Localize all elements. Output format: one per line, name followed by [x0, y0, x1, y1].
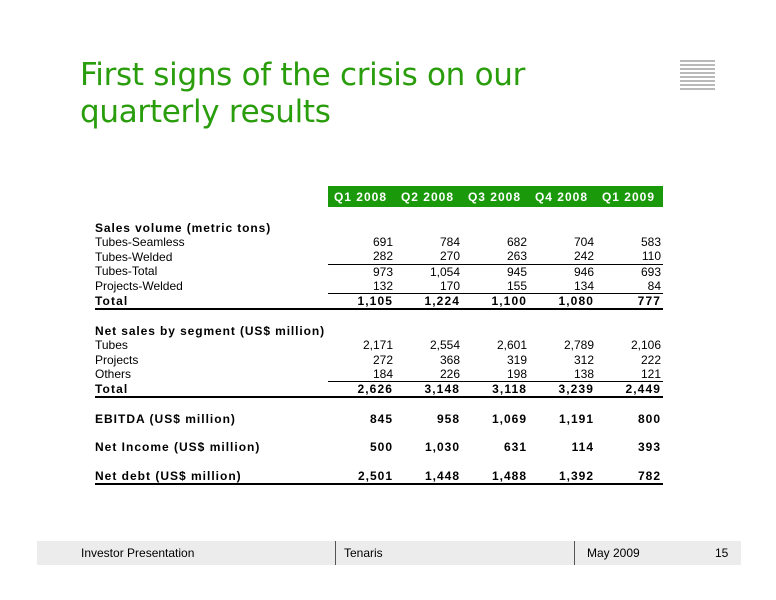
footer-bar: [37, 541, 741, 565]
total-row: [95, 381, 663, 397]
table-row: [95, 235, 663, 249]
cell: 2,106: [630, 338, 661, 353]
cell: 777: [596, 293, 663, 309]
cell: 845: [369, 412, 393, 427]
cell: 84: [647, 278, 661, 293]
cell: 2,171: [362, 338, 393, 353]
cell: 1,069: [491, 412, 527, 427]
cell: 319: [506, 352, 527, 367]
table-row: [95, 279, 663, 294]
row-label: Total: [95, 381, 328, 397]
cell: 800: [637, 412, 661, 427]
section-heading: Net sales by segment (US$ million): [95, 324, 325, 339]
cell: 2,449: [596, 381, 663, 397]
net-income-row: [95, 440, 663, 454]
row-label: Projects: [95, 352, 139, 367]
row-label: Total: [95, 293, 328, 309]
cell: 170: [439, 278, 460, 293]
row-label: Tubes-Total: [95, 264, 158, 279]
cell: 2,554: [429, 338, 460, 353]
cell: 312: [573, 352, 594, 367]
cell: 693: [596, 264, 663, 279]
cell: 222: [640, 352, 661, 367]
cell: 782: [596, 468, 663, 483]
cell: 1,191: [558, 412, 594, 427]
cell: 226: [439, 366, 460, 381]
cell: 110: [641, 249, 661, 264]
cell: 3,118: [462, 381, 529, 397]
column-header: Q4 2008: [529, 186, 596, 207]
cell: 393: [637, 440, 661, 455]
cell: 3,239: [529, 381, 596, 397]
row-label: Net Income (US$ million): [95, 440, 261, 455]
cell: 2,626: [328, 381, 395, 397]
cell: 1,488: [462, 468, 529, 483]
table-row: [95, 249, 663, 264]
ebitda-row: [95, 412, 663, 426]
cell: 704: [573, 235, 594, 250]
footer-divider: [574, 541, 575, 565]
page-title: First signs of the crisis on our quarterly results: [80, 57, 526, 130]
cell: 198: [506, 366, 527, 381]
row-label: Net debt (US$ million): [95, 468, 328, 483]
cell: 631: [503, 440, 527, 455]
cell: 155: [506, 278, 527, 293]
column-header: Q2 2008: [395, 186, 462, 207]
cell: 282: [372, 249, 393, 264]
cell: 263: [506, 249, 527, 264]
section-heading: Sales volume (metric tons): [95, 221, 272, 236]
row-label: Others: [95, 367, 132, 382]
cell: 958: [436, 412, 460, 427]
cell: 1,392: [529, 468, 596, 483]
footer-company: Tenaris: [344, 546, 383, 560]
section-heading-row: [95, 221, 663, 235]
table-row: [95, 353, 663, 367]
cell: 946: [529, 264, 596, 279]
row-label: EBITDA (US$ million): [95, 412, 236, 427]
section-heading-row: [95, 324, 663, 338]
cell: 1,100: [462, 293, 529, 309]
column-header: Q1 2009: [596, 186, 663, 207]
row-label: Tubes-Seamless: [95, 235, 185, 250]
cell: 682: [506, 235, 527, 250]
table-row: [95, 264, 663, 279]
cell: 114: [571, 440, 594, 455]
column-header: Q3 2008: [462, 186, 529, 207]
column-header: Q1 2008: [328, 186, 395, 207]
cell: 272: [372, 352, 393, 367]
cell: 3,148: [395, 381, 462, 397]
cell: 368: [439, 352, 460, 367]
row-label: Tubes: [95, 338, 128, 353]
cell: 138: [573, 366, 594, 381]
table-row: [95, 367, 663, 382]
cell: 973: [328, 264, 395, 279]
financial-table: [95, 186, 663, 485]
cell: 1,030: [424, 440, 460, 455]
footer-date: May 2009: [587, 546, 640, 560]
cell: 242: [573, 249, 594, 264]
cell: 583: [640, 235, 661, 250]
cell: 2,501: [328, 468, 395, 483]
cell: 2,601: [496, 338, 527, 353]
cell: 121: [640, 366, 661, 381]
cell: 1,054: [395, 264, 462, 279]
cell: 270: [439, 249, 460, 264]
cell: 784: [439, 235, 460, 250]
cell: 2,789: [563, 338, 594, 353]
cell: 1,105: [328, 293, 395, 309]
footer-presentation-label: Investor Presentation: [81, 546, 195, 560]
row-label: Tubes-Welded: [95, 249, 173, 264]
logo-stripes-icon: [680, 60, 715, 92]
total-row: [95, 293, 663, 309]
footer-divider: [335, 541, 336, 565]
cell: 945: [462, 264, 529, 279]
cell: 691: [372, 235, 393, 250]
cell: 1,224: [395, 293, 462, 309]
table-header-row: [95, 186, 663, 207]
cell: 134: [573, 278, 594, 293]
cell: 500: [369, 440, 393, 455]
net-debt-row: [95, 468, 663, 483]
cell: 184: [372, 366, 393, 381]
cell: 132: [372, 278, 393, 293]
cell: 1,080: [529, 293, 596, 309]
cell: 1,448: [395, 468, 462, 483]
table-row: [95, 338, 663, 352]
row-label: Projects-Welded: [95, 279, 183, 294]
page-number: 15: [715, 546, 729, 560]
